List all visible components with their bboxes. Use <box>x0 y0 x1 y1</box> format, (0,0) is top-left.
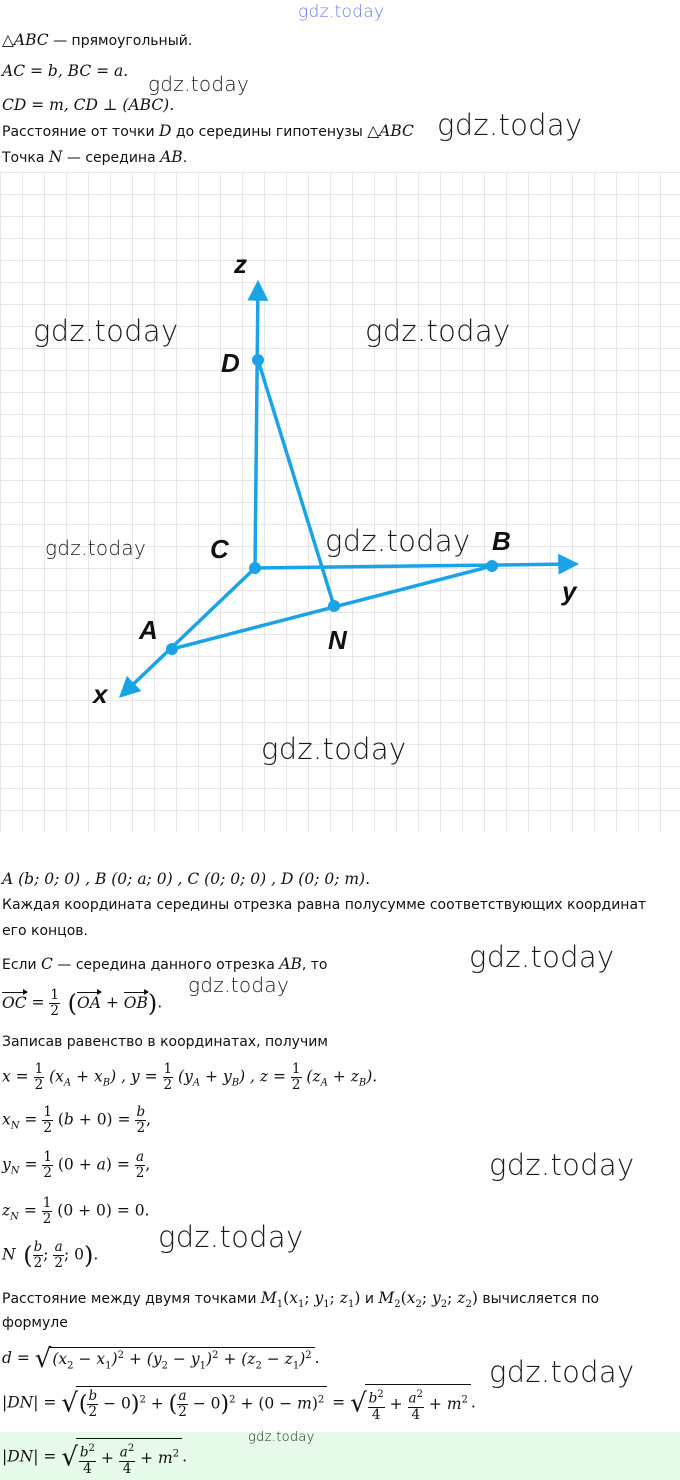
frac-den: 2 <box>50 1003 60 1019</box>
watermark: gdz.today <box>33 314 179 348</box>
point-d: D <box>159 122 172 140</box>
header-watermark: gdz.today <box>298 2 385 22</box>
xn-formula: $x_N$ = $\frac{1}{2}$ (b + 0) = $\frac{b}{2}$ , <box>2 1104 152 1136</box>
label-z: z <box>234 249 247 279</box>
given-l5-text: Точка <box>2 150 49 166</box>
label-a: A <box>139 615 158 645</box>
point-n-dot <box>328 600 340 612</box>
watermark: gdz.today <box>489 1355 635 1389</box>
vec-oc: OC <box>2 993 27 1012</box>
frac-num: 1 <box>50 987 60 1003</box>
yn-formula: $y_N$ = $\frac{1}{2}$ (0 + a) = $\frac{a}{2}$ , <box>2 1149 151 1181</box>
xn-res-den: 2 <box>136 1120 146 1136</box>
watermark: gdz.today <box>365 314 511 348</box>
label-y: y <box>562 576 577 606</box>
distance-text-3: формуле <box>2 1315 68 1331</box>
label-b: B <box>492 526 511 556</box>
given-l4-text2: до середины гипотенузы <box>171 124 368 140</box>
diagram-grid <box>0 172 680 832</box>
point-d-dot <box>252 354 264 366</box>
distance-text <box>2 1289 599 1310</box>
point-m1: $M_1(x_1$; $y_1$; $z_1$) <box>260 1289 361 1311</box>
watermark: gdz.today <box>489 1148 635 1182</box>
zn-formula: $z_N$ = $\frac{1}{2}$ (0 + 0) = 0. <box>2 1195 150 1227</box>
given-right-text: — прямоугольный. <box>48 33 193 49</box>
y-axis <box>255 564 575 568</box>
zn-res: 0 <box>134 1201 145 1220</box>
given-line-1 <box>2 31 192 49</box>
segment-ab: AB <box>160 148 183 166</box>
dist-and: и <box>360 1291 379 1307</box>
watermark: gdz.today <box>45 536 147 560</box>
label-n: N <box>328 625 347 655</box>
oc-formula: OC = $\frac{1}{2}$ (OA + OB). <box>2 987 163 1019</box>
answer-formula: |DN| = √ $\frac{b^2}{4}$ + $\frac{a^2}{4}$ + $m^2$ . <box>2 1438 187 1477</box>
watermark: gdz.today <box>261 732 407 766</box>
yn-res-den: 2 <box>135 1165 145 1181</box>
point-b-dot <box>486 560 498 572</box>
rule-line-1: Каждая координата середины отрезка равна полусумме соответствующих координат <box>2 897 647 913</box>
watermark: gdz.today <box>158 1220 304 1254</box>
triangle-abc-2: △ABC <box>367 122 414 140</box>
if-text-3: , то <box>301 957 328 973</box>
given-l5-text2: — середина <box>62 150 161 166</box>
coords-text: Записав равенство в координатах, получим <box>2 1034 328 1050</box>
watermark: gdz.today <box>469 940 615 974</box>
if-c: C <box>41 955 53 973</box>
watermark: gdz.today <box>188 973 290 997</box>
vec-oa: OA <box>77 993 101 1012</box>
dn-formula: |DN| = √( $\frac{b}{2}$ − 0)$^2$ + ( $\frac{a}{2}$ − $0)^2 + (0 - m)^2$ = √ $\frac{b^2}{4}$ + $\frac{a^2}{4}$ + $m^2$ . <box>2 1384 476 1423</box>
given-l4-text: Расстояние от точки <box>2 124 160 140</box>
midpoint-formula: x = $\frac{1}{2}$ $(x_A + x_B)$ , y = $\frac{1}{2}$ $(y_A + y_B)$ , z = $\frac{1}{2}$ $(z_A + z_B)$. <box>2 1061 378 1093</box>
point-c-dot <box>249 562 261 574</box>
xn-res-num: b <box>136 1104 146 1120</box>
dist-text-2: вычисляется по <box>477 1291 600 1307</box>
dist-text-1: Расстояние между двумя точками <box>2 1291 261 1307</box>
label-d: D <box>221 348 240 378</box>
watermark: gdz.today <box>437 108 583 142</box>
oc-eq: = <box>26 993 50 1012</box>
given-line-4 <box>2 122 414 140</box>
label-x: x <box>93 679 108 709</box>
point-m2: $M_2(x_2$; $y_2$; $z_2$) <box>378 1289 478 1311</box>
n-point-label: N <box>2 1245 16 1264</box>
oc-plus: + <box>100 993 124 1012</box>
triangle-abc: △ABC <box>2 31 49 49</box>
distance-formula: $d = √(x_2 - x_1)^2 + (y_2 - y_1)^2 + (z_2 - z_1)^2$ . <box>2 1344 320 1374</box>
if-line <box>2 955 327 973</box>
given-l5-dot: . <box>182 150 188 166</box>
fraction-half <box>49 988 60 1019</box>
given-line-3: CD = m, CD ⊥ (ABC). <box>2 96 175 114</box>
if-text-2: — середина данного отрезка <box>52 957 280 973</box>
point-a-dot <box>166 643 178 655</box>
rule-line-2: его концов. <box>2 923 88 939</box>
watermark: gdz.today <box>148 72 250 96</box>
point-n: N <box>48 148 63 166</box>
z-axis <box>255 284 258 568</box>
vec-ob: OB <box>123 993 148 1012</box>
label-c: C <box>210 534 229 564</box>
if-ab: AB <box>279 955 302 973</box>
watermark: gdz.today <box>248 1430 315 1445</box>
yn-res-num: a <box>136 1149 145 1165</box>
given-line-5 <box>2 148 187 166</box>
coords-line: A (b; 0; 0) , B (0; a; 0) , C (0; 0; 0) , D (0; 0; m). <box>2 870 371 888</box>
n-point-formula: N ( $\frac{b}{2}$ ; $\frac{a}{2}$ ; 0). <box>2 1239 99 1271</box>
watermark: gdz.today <box>325 524 471 558</box>
xn-var: x <box>2 1110 11 1129</box>
if-text-1: Если <box>2 957 42 973</box>
given-line-2: AC = b, BC = a. <box>2 62 129 80</box>
